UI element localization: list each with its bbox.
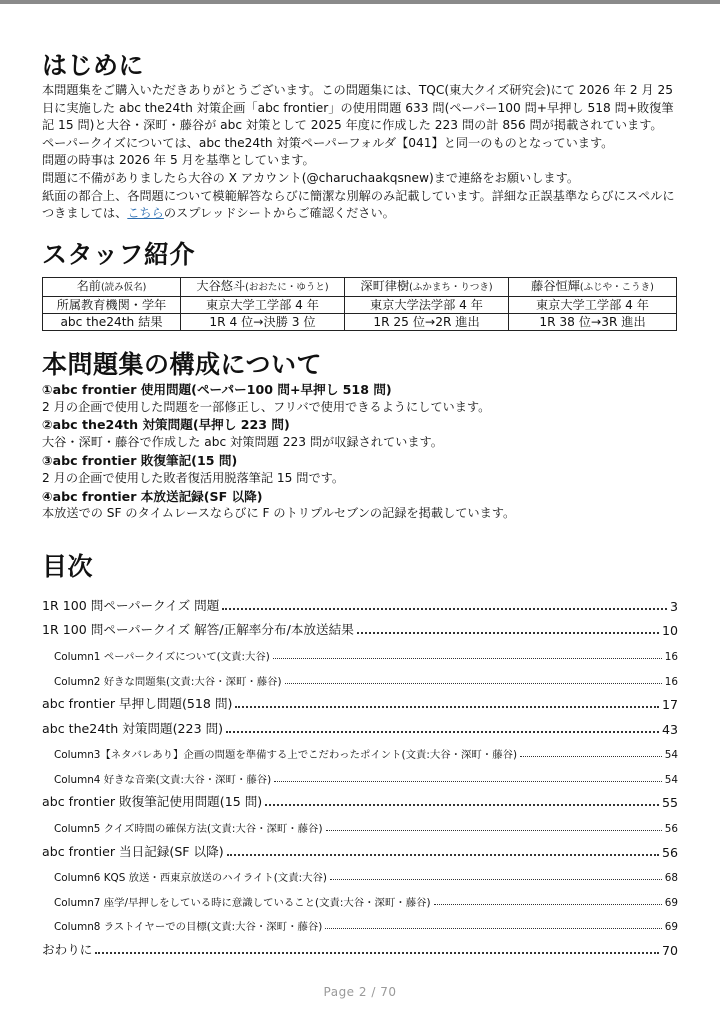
staff-section — [42, 239, 678, 331]
page-indicator: Page 2 / 70 — [323, 985, 397, 999]
viewer-top-bar — [0, 0, 720, 4]
intro-paragraph-1: 本問題集をご購入いただきありがとうございます。この問題集には、TQC(東大クイズ研究会)にて 2026 年 2 月 25 日に実施した abc the24th 対策企画「abc frontier」の使用問題 633 問(ペーパー100 問+早押し 518 問+敗復筆記 15 問)と大谷・深町・藤谷が abc 対策として 2025 年度に作成した 223 問の計 856 問が掲載されています。 — [42, 83, 674, 133]
toc-entry-page: 68 — [664, 872, 678, 885]
staff-heading: スタッフ紹介 — [42, 239, 196, 269]
toc-entry-title: 1R 100 問ペーパークイズ 問題 — [42, 597, 220, 613]
toc-entry-page: 3 — [669, 598, 678, 614]
toc-dot-leader — [520, 756, 662, 757]
intro-section — [42, 50, 678, 223]
toc-entry-title: Column3【ネタバレあり】企画の問題を準備する上でこだわったポイント(文責:大谷・深町・藤谷) — [54, 749, 518, 762]
toc-entry-page: 56 — [664, 823, 678, 836]
toc-entry-title: Column4 好きな音楽(文責:大谷・深町・藤谷) — [54, 773, 272, 786]
staff-header-label-note: (読み仮名) — [100, 281, 147, 293]
toc-entry[interactable] — [42, 663, 678, 688]
toc-dot-leader — [227, 854, 659, 856]
toc-dot-leader — [434, 904, 662, 905]
staff-header-label: 名前 — [76, 278, 101, 293]
toc-entry-title: おわりに — [42, 942, 93, 958]
toc-dot-leader — [273, 658, 662, 659]
toc-entry-title: Column5 クイズ時間の確保方法(文責:大谷・深町・藤谷) — [54, 823, 323, 836]
toc-entry[interactable] — [42, 638, 678, 663]
toc-entry-page: 17 — [661, 697, 678, 713]
staff-row-label: 所属教育機関・学年 — [43, 296, 181, 313]
spreadsheet-link[interactable]: こちら — [127, 206, 164, 221]
staff-header-row — [43, 277, 677, 296]
staff-row-label: abc the24th 結果 — [43, 313, 181, 330]
toc-dot-leader — [325, 928, 661, 929]
staff-cell: 1R 38 位→3R 進出 — [509, 313, 677, 330]
toc-entry-page: 43 — [661, 721, 678, 737]
intro-paragraph-2: ペーパークイズについては、abc the24th 対策ペーパーフォルダ【041】と同一のものとなっています。 — [42, 135, 614, 150]
structure-item-title: ①abc frontier 使用問題(ペーパー100 問+早押し 518 問) — [42, 381, 392, 397]
toc-entry[interactable] — [42, 737, 678, 762]
intro-paragraph-4: 問題に不備がありましたら大谷の X アカウント(@charuchaakqsnew)まで連絡をお願いします。 — [42, 170, 580, 185]
toc-entry-title: abc frontier 早押し問題(518 問) — [42, 696, 233, 712]
staff-member-name: 大谷悠斗 — [196, 278, 246, 293]
toc-entry-title: abc the24th 対策問題(223 問) — [42, 720, 224, 736]
toc-entry-page: 54 — [664, 773, 678, 786]
structure-item-desc: 2 月の企画で使用した敗者復活用脱落筆記 15 問です。 — [42, 470, 345, 485]
toc-entry[interactable] — [42, 909, 678, 934]
toc-dot-leader — [95, 952, 659, 954]
staff-cell: 東京大学法学部 4 年 — [345, 296, 509, 313]
toc-entry[interactable] — [42, 933, 678, 958]
staff-member-reading: (ふじや・こうき) — [579, 281, 654, 293]
toc-entry[interactable] — [42, 884, 678, 909]
toc-entry-page: 69 — [664, 921, 678, 934]
toc-entry[interactable] — [42, 614, 678, 639]
toc-entry[interactable] — [42, 835, 678, 860]
toc-entry-page: 54 — [664, 749, 678, 762]
structure-item-desc: 大谷・深町・藤谷で作成した abc 対策問題 223 問が収録されています。 — [42, 435, 443, 450]
staff-cell: 1R 25 位→2R 進出 — [345, 313, 509, 330]
staff-table — [42, 277, 677, 331]
toc-entry-title: abc frontier 当日記録(SF 以降) — [42, 843, 224, 859]
toc-section — [42, 551, 678, 958]
staff-row-affiliation — [43, 296, 677, 313]
staff-member-cell — [345, 277, 509, 296]
toc-dot-leader — [285, 683, 662, 684]
toc-entry-page: 70 — [661, 943, 678, 959]
toc-entry-title: Column6 KQS 放送・西東京放送のハイライト(文責:大谷) — [54, 872, 327, 885]
staff-member-reading: (おおたに・ゆうと) — [245, 281, 329, 293]
structure-item-title: ④abc frontier 本放送記録(SF 以降) — [42, 488, 263, 504]
intro-paragraph-5 — [42, 188, 678, 223]
staff-member-reading: (ふかまち・りつき) — [409, 281, 493, 293]
document-page — [42, 50, 678, 958]
toc-entry-page: 10 — [661, 623, 678, 639]
toc-dot-leader — [326, 830, 662, 831]
toc-entry[interactable] — [42, 589, 678, 614]
toc-dot-leader — [330, 879, 662, 880]
intro-paragraph-5-before: 紙面の都合上、各問題について模範解答ならびに簡潔な別解のみ記載しています。詳細な正誤基準ならびにスペルにつきましては、 — [42, 188, 675, 221]
toc-dot-leader — [226, 731, 659, 733]
staff-header-label-cell — [43, 277, 181, 296]
structure-item-desc: 本放送での SF のタイムレースならびに F のトリプルセブンの記録を掲載しています。 — [42, 506, 516, 521]
staff-cell: 東京大学工学部 4 年 — [181, 296, 345, 313]
toc-entry[interactable] — [42, 761, 678, 786]
toc-dot-leader — [235, 706, 659, 708]
staff-cell: 1R 4 位→決勝 3 位 — [181, 313, 345, 330]
toc-entry-page: 56 — [661, 844, 678, 860]
staff-row-result — [43, 313, 677, 330]
toc-entry[interactable] — [42, 860, 678, 885]
toc-entry-page: 69 — [664, 896, 678, 909]
toc-entry-title: Column2 好きな問題集(文責:大谷・深町・藤谷) — [54, 675, 282, 688]
toc-dot-leader — [222, 608, 667, 610]
toc-entry[interactable] — [42, 712, 678, 737]
structure-item-title: ②abc the24th 対策問題(早押し 223 問) — [42, 417, 290, 433]
toc-list — [42, 589, 678, 958]
staff-member-cell — [509, 277, 677, 296]
toc-entry[interactable] — [42, 688, 678, 713]
toc-entry[interactable] — [42, 786, 678, 811]
structure-item-title: ③abc frontier 敗復筆記(15 問) — [42, 452, 238, 468]
toc-heading: 目次 — [42, 552, 94, 582]
staff-member-name: 深町律樹 — [360, 278, 410, 293]
intro-paragraph-3: 問題の時事は 2026 年 5 月を基準としています。 — [42, 153, 315, 168]
toc-dot-leader — [274, 781, 662, 782]
toc-entry-title: abc frontier 敗復筆記使用問題(15 問) — [42, 794, 263, 810]
structure-heading: 本問題集の構成について — [42, 349, 323, 379]
intro-paragraph-5-after: のスプレッドシートからご確認ください。 — [163, 206, 395, 221]
toc-dot-leader — [357, 632, 659, 634]
toc-entry-title: Column7 座学/早押しをしている時に意識していること(文責:大谷・深町・藤谷) — [54, 896, 431, 909]
toc-entry-page: 55 — [661, 795, 678, 811]
intro-heading: はじめに — [42, 51, 145, 80]
toc-entry-title: 1R 100 問ペーパークイズ 解答/正解率分布/本放送結果 — [42, 622, 354, 638]
toc-entry-title: Column8 ラストイヤーでの目標(文責:大谷・深町・藤谷) — [54, 921, 323, 934]
toc-entry-title: Column1 ペーパークイズについて(文責:大谷) — [54, 650, 270, 663]
structure-item-desc: 2 月の企画で使用した問題を一部修正し、フリバで使用できるようにしています。 — [42, 399, 491, 414]
toc-entry-page: 16 — [664, 675, 678, 688]
staff-member-name: 藤谷恒輝 — [531, 278, 580, 293]
toc-entry[interactable] — [42, 810, 678, 835]
toc-dot-leader — [265, 804, 659, 806]
staff-member-cell — [181, 277, 345, 296]
structure-section — [42, 349, 678, 523]
staff-cell: 東京大学工学部 4 年 — [509, 296, 677, 313]
toc-entry-page: 16 — [664, 650, 678, 663]
